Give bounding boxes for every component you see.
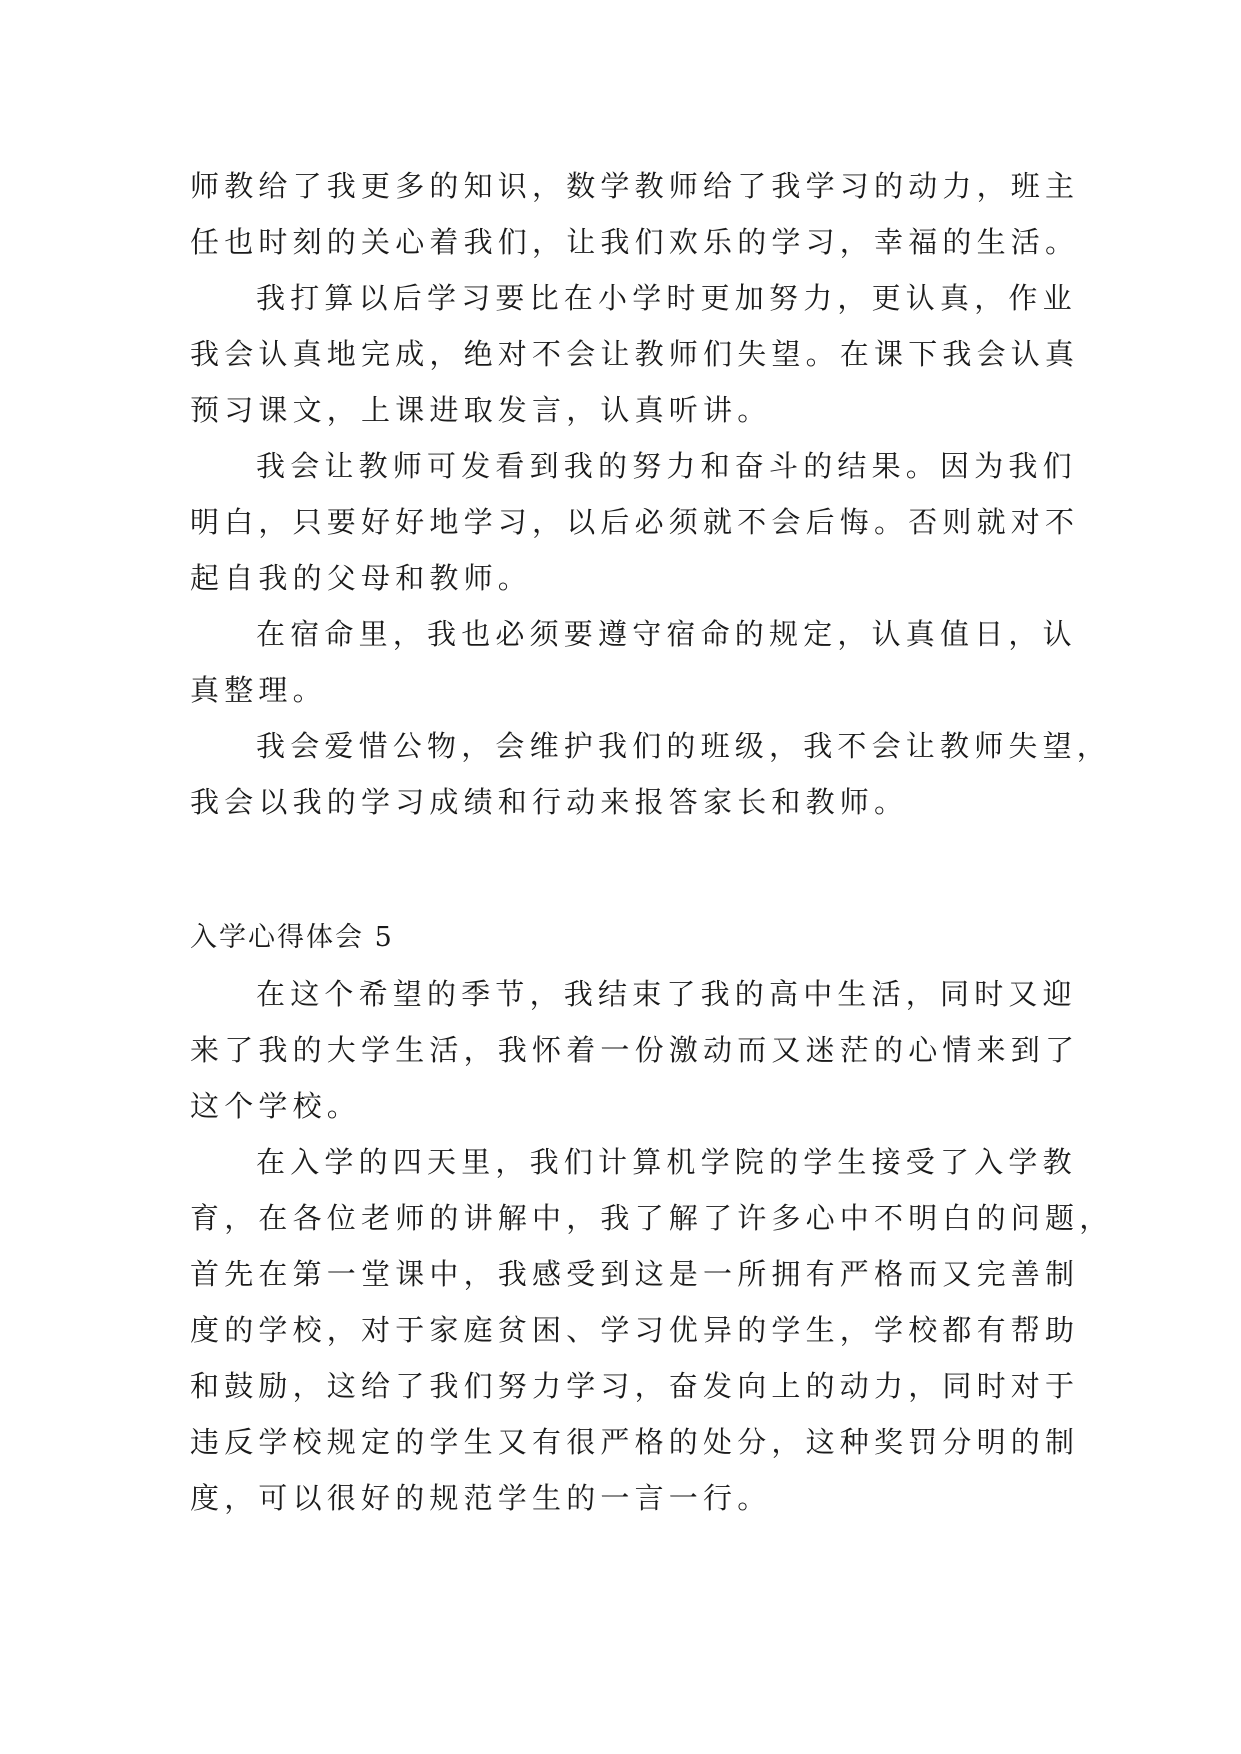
text-line: 起自我的父母和教师。 [190,561,533,595]
text-line: 在宿命里，我也必须要遵守宿命的规定，认真值日，认 [256,617,1077,651]
text-line: 我会爱惜公物，会维护我们的班级，我不会让教师失望， [256,729,1112,763]
text-line: 首先在第一堂课中，我感受到这是一所拥有严格而又完善制 [190,1257,1080,1291]
section-heading: 入学心得体会 5 [190,922,394,953]
document-body [190,158,1114,1526]
text-line: 这个学校。 [190,1089,362,1123]
text-line: 预习课文，上课进取发言，认真听讲。 [190,393,772,427]
paragraph [190,718,1112,830]
text-line: 真整理。 [190,673,327,707]
text-line: 我会让教师可发看到我的努力和奋斗的结果。因为我们 [256,449,1077,483]
text-line: 度，可以很好的规范学生的一言一行。 [190,1481,772,1515]
paragraph [190,158,1080,270]
text-line: 明白，只要好好地学习，以后必须就不会后悔。否则就对不 [190,505,1080,539]
text-line: 违反学校规定的学生又有很严格的处分，这种奖罚分明的制 [190,1425,1080,1459]
paragraph [190,270,1080,438]
paragraph [190,438,1080,606]
text-line: 在入学的四天里，我们计算机学院的学生接受了入学教 [256,1145,1077,1179]
text-line: 我打算以后学习要比在小学时更加努力，更认真，作业 [256,281,1077,315]
paragraph [190,606,1077,718]
text-line: 师教给了我更多的知识，数学教师给了我学习的动力，班主 [190,169,1080,203]
text-line: 我会以我的学习成绩和行动来报答家长和教师。 [190,785,909,819]
section-gap [190,830,1050,910]
text-line: 度的学校，对于家庭贫困、学习优异的学生，学校都有帮助 [190,1313,1080,1347]
text-line: 来了我的大学生活，我怀着一份激动而又迷茫的心情来到了 [190,1033,1080,1067]
text-line: 育，在各位老师的讲解中，我了解了许多心中不明白的问题， [190,1201,1114,1235]
paragraph [190,1134,1114,1526]
text-line: 在这个希望的季节，我结束了我的高中生活，同时又迎 [256,977,1077,1011]
text-line: 和鼓励，这给了我们努力学习，奋发向上的动力，同时对于 [190,1369,1080,1403]
paragraph [190,966,1080,1134]
text-line: 我会认真地完成，绝对不会让教师们失望。在课下我会认真 [190,337,1080,371]
text-line: 任也时刻的关心着我们，让我们欢乐的学习，幸福的生活。 [190,225,1080,259]
